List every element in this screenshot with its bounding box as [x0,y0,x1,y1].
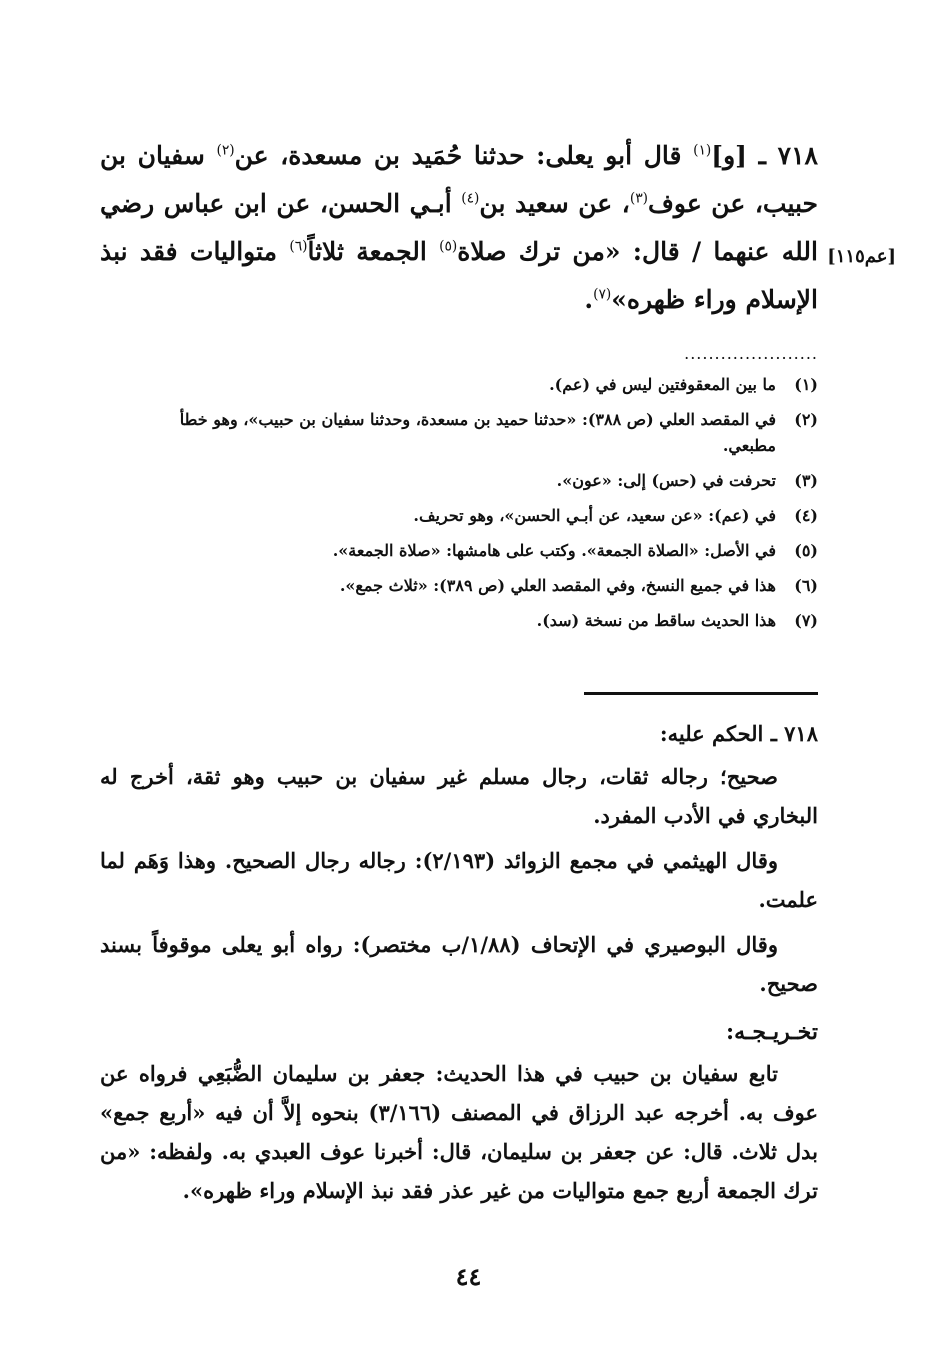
ruling-paragraph: صحيح؛ رجاله ثقات، رجال مسلم غير سفيان بن حبيب وهو ثقة، أخرج له البخاري في الأدب المفرد. [100,764,818,828]
hadith-segment: سفيان بن حبيب، عن عوف [100,141,818,218]
footnote [130,538,818,564]
footnote-separator: ...................... [684,344,818,363]
footnote-number: (٧) [794,611,818,630]
hadith-segment: قال أبو يعلى: حدثنا حُمَيد بن مسعدة، عن [234,141,682,170]
hadith-segment: متواليات فقد نبذ الإسلام وراء ظهره» [100,237,818,314]
footnote-text: في المقصد العلي (ص ٣٨٨): «حدثنا حميد بن مسعدة، وحدثنا سفيان بن حبيب»، وهو خطأ مطبعي. [179,410,776,455]
footnote-text: هذا في جميع النسخ، وفي المقصد العلي (ص ٣٨٩): «ثلاث جمع». [339,576,776,595]
footnote-number: (٦) [794,576,818,595]
footnote-number: (٣) [794,471,818,490]
footnote-text: ما بين المعقوفتين ليس في (عم). [549,375,776,394]
page-number: ٤٤ [455,1262,482,1291]
hadith-text [100,132,818,324]
footnote-marker: (٦) [289,238,308,255]
hadith-end: . [584,285,594,314]
footnote-number: (٤) [794,506,818,525]
hadith-segment: الجمعة ثلاثاً [307,237,427,266]
footnote-marker: (٤) [461,190,480,207]
hadith-bracket: [و] [711,141,747,170]
footnotes [130,372,818,643]
footnote-text: هذا الحديث ساقط من نسخة (سد). [536,611,776,630]
commentary [100,714,818,1216]
footnote-marker: (٢) [216,142,235,159]
section-divider [584,692,818,695]
takhrij-heading: تخـريـجـه: [725,1019,818,1045]
footnote-marker: (١) [693,142,712,159]
footnote-text: تحرفت في (حس) إلى: «عون». [556,471,776,490]
footnote-text: في (عم): «عن سعيد، عن أبـي الحسن»، وهو تحريف. [413,506,776,525]
hadith-segment: ، عن سعيد بن [479,189,630,218]
footnote-marker: (٥) [439,238,458,255]
footnote-marker: (٧) [593,286,612,303]
footnote [130,608,818,634]
footnote-text: في الأصل: «الصلاة الجمعة». وكتب على هامشها: «صلاة الجمعة». [332,541,776,560]
ruling-paragraph: وقال البوصيري في الإتحاف (١/٨٨/ب مختصر): رواه أبو يعلى موقوفاً بسند صحيح. [100,932,818,996]
ruling-heading: ٧١٨ ـ الحكم عليه: [659,721,818,746]
manuscript-reference: [عم١١٥] [827,246,896,267]
hadith-dash: ـ [758,141,766,170]
footnote [130,468,818,494]
footnote [130,372,818,398]
footnote-number: (٢) [794,410,818,429]
footnote [130,573,818,599]
footnote-number: (١) [794,375,818,394]
footnote-number: (٥) [794,541,818,560]
hadith-segment: أبـي الحسن، عن ابن عباس رضي الله عنهما / قال: «من ترك صلاة [100,189,818,266]
footnote [130,503,818,529]
ruling-paragraph: وقال الهيثمي في مجمع الزوائد (٢/١٩٣): رجاله رجال الصحيح. وهذا وَهَم لما علمت. [100,848,818,912]
hadith-number: ٧١٨ [777,141,818,170]
footnote-marker: (٣) [629,190,648,207]
takhrij-paragraph: تابع سفيان بن حبيب في هذا الحديث: جعفر بن سليمان الضُّبَعِي فرواه عن عوف به. أخرجه عبد الرزاق في المصنف (٣/١٦٦) بنحوه إلاَّ أن فيه «أربع جمع» بدل ثلاث. قال: عن جعفر بن سليمان، قال: أخبرنا عوف العبدي به. ولفظه: «من ترك الجمعة أربع جمع متواليات من غير عذر فقد نبذ الإسلام وراء ظهره». [100,1061,818,1203]
footnote [130,407,818,459]
